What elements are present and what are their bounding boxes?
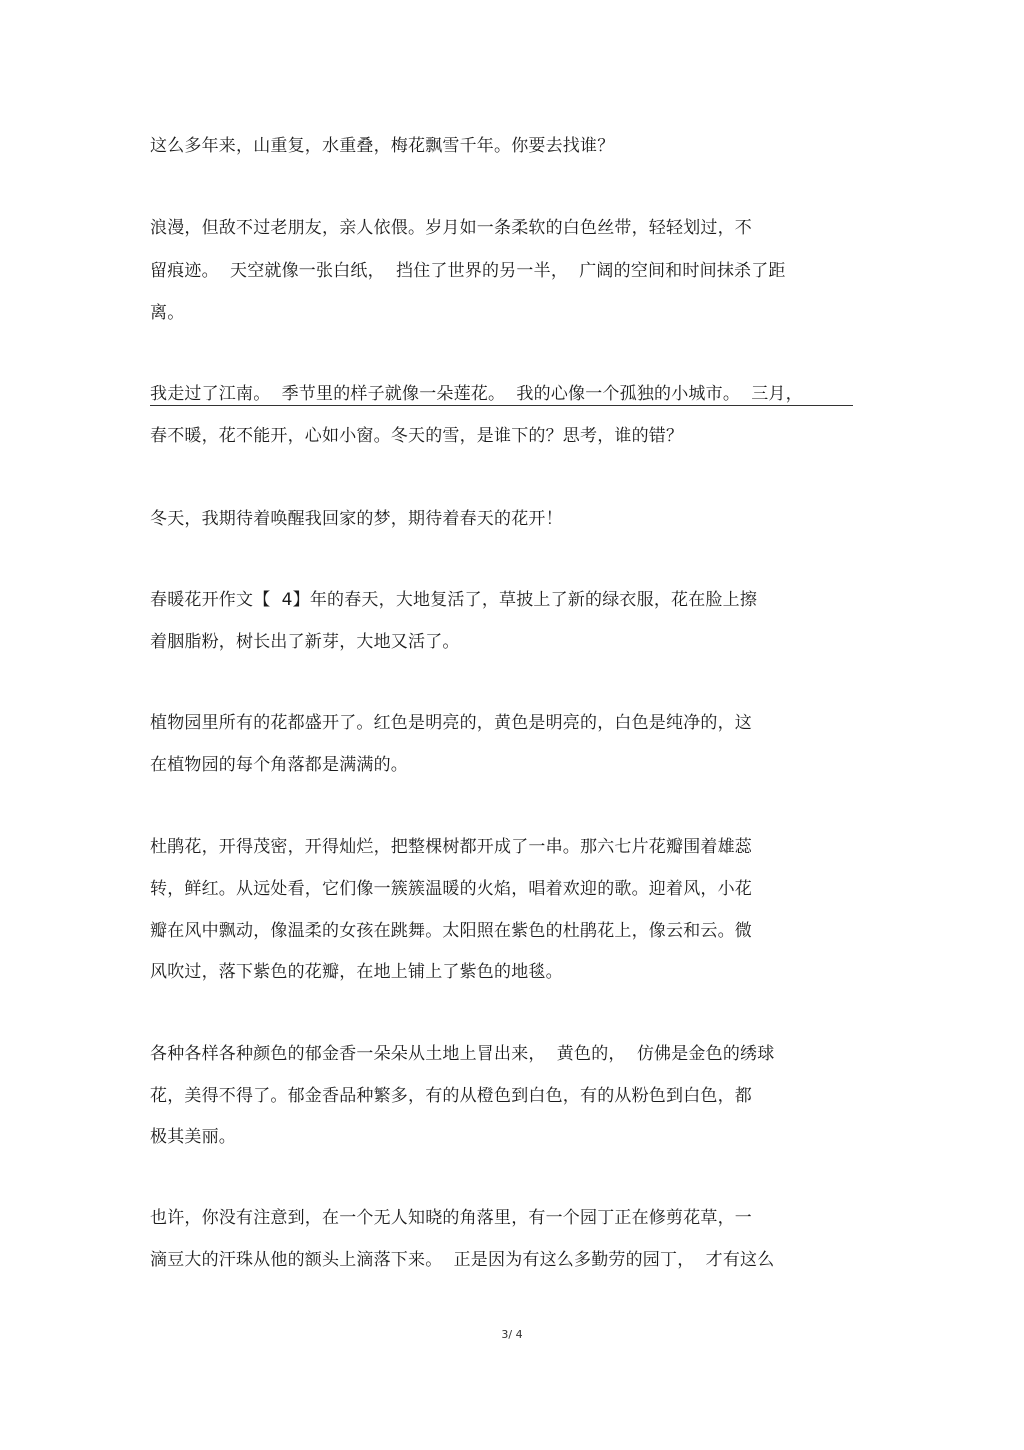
text-line: 瓣在风中飘动，像温柔的女孩在跳舞。太阳照在紫色的杜鹃花上，像云和云。微 xyxy=(150,921,752,941)
text-line: 滴豆大的汗珠从他的额头上滴落下来。 正是因为有这么多勤劳的园丁， 才有这么 xyxy=(150,1250,775,1270)
divider-rule xyxy=(150,405,853,406)
text-line: 各种各样各种颜色的郁金香一朵朵从土地上冒出来， 黄色的， 仿佛是金色的绣球 xyxy=(150,1044,775,1064)
page-number: 3/ 4 xyxy=(501,1328,523,1341)
text-line: 也许，你没有注意到，在一个无人知晓的角落里，有一个园丁正在修剪花草，一 xyxy=(150,1208,752,1228)
text-line: 转，鲜红。从远处看，它们像一簇簇温暖的火焰，唱着欢迎的歌。迎着风，小花 xyxy=(150,879,752,899)
text-line: 浪漫，但敌不过老朋友，亲人依偎。岁月如一条柔软的白色丝带，轻轻划过，不 xyxy=(150,218,752,238)
text-line: 着胭脂粉，树长出了新芽，大地又活了。 xyxy=(150,632,460,652)
text-line: 花，美得不得了。郁金香品种繁多，有的从橙色到白色，有的从粉色到白色，都 xyxy=(150,1086,752,1106)
text-line: 春不暖，花不能开，心如小窗。冬天的雪，是谁下的？思考，谁的错？ xyxy=(150,426,684,446)
text-line: 极其美丽。 xyxy=(150,1127,236,1147)
text-line: 留痕迹。 天空就像一张白纸， 挡住了世界的另一半， 广阔的空间和时间抹杀了距 xyxy=(150,261,786,281)
text-line: 这么多年来，山重复，水重叠，梅花飘雪千年。你要去找谁？ xyxy=(150,136,615,156)
text-line: 风吹过，落下紫色的花瓣，在地上铺上了紫色的地毯。 xyxy=(150,962,563,982)
text-line: 冬天，我期待着唤醒我回家的梦，期待着春天的花开！ xyxy=(150,509,563,529)
text-line: 杜鹃花，开得茂密，开得灿烂，把整棵树都开成了一串。那六七片花瓣围着雄蕊 xyxy=(150,837,752,857)
text-line: 离。 xyxy=(150,303,185,323)
text-line: 春暖花开作文【 4】年的春天，大地复活了，草披上了新的绿衣服，花在脸上擦 xyxy=(150,590,758,610)
text-line: 植物园里所有的花都盛开了。红色是明亮的，黄色是明亮的，白色是纯净的，这 xyxy=(150,713,752,733)
text-line: 我走过了江南。 季节里的样子就像一朵莲花。 我的心像一个孤独的小城市。 三月， xyxy=(150,384,803,404)
text-line: 在植物园的每个角落都是满满的。 xyxy=(150,755,408,775)
